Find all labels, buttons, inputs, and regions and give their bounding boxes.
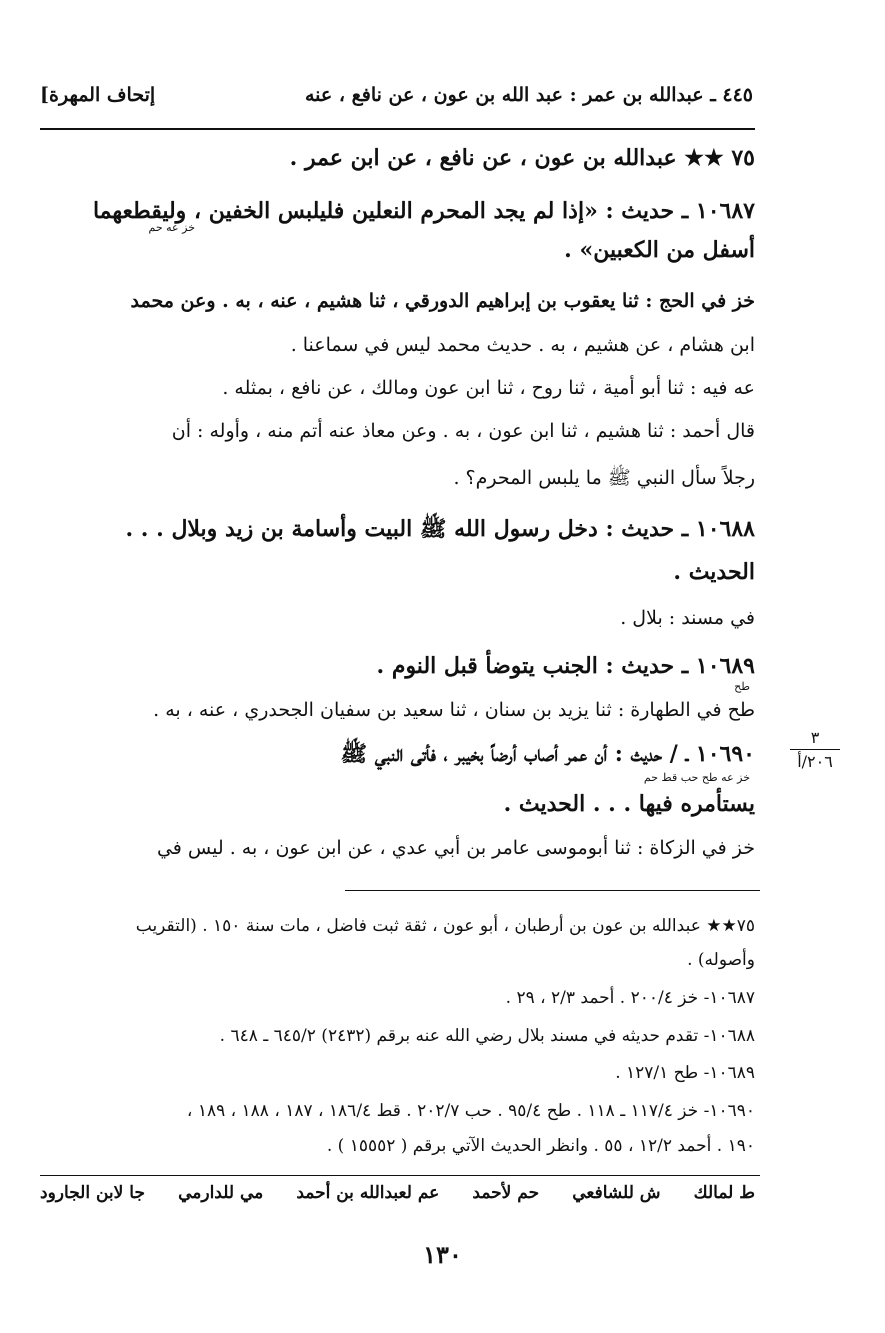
hadith-10687-sources: خز عه حم: [148, 221, 195, 234]
text-line: ابن هشام ، عن هشيم ، به . حديث محمد ليس في سماعنا .: [290, 334, 755, 356]
hadith-10690-cont: يستأمره فيها . . . الحديث .: [503, 791, 755, 817]
text-line: طح في الطهارة : ثنا يزيد بن سنان ، ثنا سعيد بن سفيان الجحدري ، عنه ، به .: [153, 699, 755, 721]
abbreviation: جا لابن الجارود: [40, 1183, 145, 1203]
footnote: ١٩٠ . أحمد ١٢/٢ ، ٥٥ . وانظر الحديث الآتي برقم ( ١٥٥٥٢ ) .: [326, 1136, 755, 1156]
footnote: ١٠٦٨٨- تقدم حديثه في مسند بلال رضي الله عنه برقم (٢٤٣٢) ٦٤٥/٢ ـ ٦٤٨ .: [219, 1026, 755, 1046]
footnote: ١٠٦٨٧- خز ٢٠٠/٤ . أحمد ٢/٣ ، ٢٩ .: [505, 988, 755, 1008]
abbreviation: ش للشافعي: [572, 1183, 661, 1203]
running-header-title: ٤٤٥ ـ عبدالله بن عمر : عبد الله بن عون ، عن نافع ، عنه: [305, 84, 753, 106]
footnote: وأصوله) .: [687, 950, 755, 970]
hadith-10690-sources: خز عه طح حب قط حم: [643, 771, 750, 784]
running-header-book: [إتحاف المهرة: [40, 84, 156, 106]
text-line: خز في الحج : ثنا يعقوب بن إبراهيم الدورقي ، ثنا هشيم ، عنه ، به . وعن محمد: [130, 290, 755, 312]
abbreviation: عم لعبدالله بن أحمد: [296, 1183, 440, 1203]
footnote-rule: [345, 890, 760, 891]
footnote: ١٠٦٨٩- طح ١٢٧/١ .: [615, 1063, 755, 1083]
hadith-10688-cont: الحديث .: [673, 559, 755, 585]
abbreviation: مي للدارمي: [178, 1183, 264, 1203]
text-line: قال أحمد : ثنا هشيم ، ثنا ابن عون ، به . وعن معاذ عنه أتم منه ، وأوله : أن: [171, 420, 755, 442]
abbreviation: ط لمالك: [693, 1183, 755, 1203]
abbreviations-legend: [40, 1183, 755, 1203]
page-number: ١٣٠: [423, 1240, 462, 1269]
footnote: ٧٥★★ عبدالله بن عون بن أرطبان ، أبو عون ، ثقة ثبت فاضل ، مات سنة ١٥٠ . (التقريب: [135, 916, 755, 936]
hadith-10689: ١٠٦٨٩ ـ حديث : الجنب يتوضأ قبل النوم .: [376, 653, 755, 679]
text-line: رجلاً سأل النبي ﷺ ما يلبس المحرم؟ .: [453, 467, 755, 489]
header-rule: [40, 128, 755, 130]
abbreviation: حم لأحمد: [472, 1183, 540, 1203]
hadith-10689-sources: طح: [734, 680, 750, 693]
section-heading: ٧٥ ★★ عبدالله بن عون ، عن نافع ، عن ابن عمر .: [289, 145, 755, 171]
footnote: ١٠٦٩٠- خز ١١٧/٤ ـ ١١٨ . طح ٩٥/٤ . حب ٢٠٢/٧ . قط ١٨٦/٤ ، ١٨٧ ، ١٨٨ ، ١٨٩ ،: [186, 1101, 755, 1121]
margin-ref-folio: ٢٠٦/أ: [797, 752, 833, 771]
hadith-10687: ١٠٦٨٧ ـ حديث : «إذا لم يجد المحرم النعلين فليلبس الخفين ، وليقطعهما: [92, 198, 755, 224]
hadith-10690: ١٠٦٩٠ ـ / حديث : أن عمر أصاب أرضاً بخيبر ، فأتى النبي ﷺ: [340, 741, 755, 767]
margin-manuscript-ref: [790, 728, 840, 771]
text-line: عه فيه : ثنا أبو أمية ، ثنا روح ، ثنا ابن عون ومالك ، عن نافع ، بمثله .: [222, 377, 755, 399]
hadith-10688: ١٠٦٨٨ ـ حديث : دخل رسول الله ﷺ البيت وأسامة بن زيد وبلال . . .: [125, 516, 755, 542]
text-line: في مسند : بلال .: [620, 607, 755, 629]
hadith-10687-cont: أسفل من الكعبين» .: [564, 237, 755, 263]
abbreviations-rule: [40, 1175, 760, 1176]
text-line: خز في الزكاة : ثنا أبوموسى عامر بن أبي عدي ، عن ابن عون ، به . ليس في: [156, 837, 755, 859]
margin-ref-number: ٣: [790, 728, 840, 750]
